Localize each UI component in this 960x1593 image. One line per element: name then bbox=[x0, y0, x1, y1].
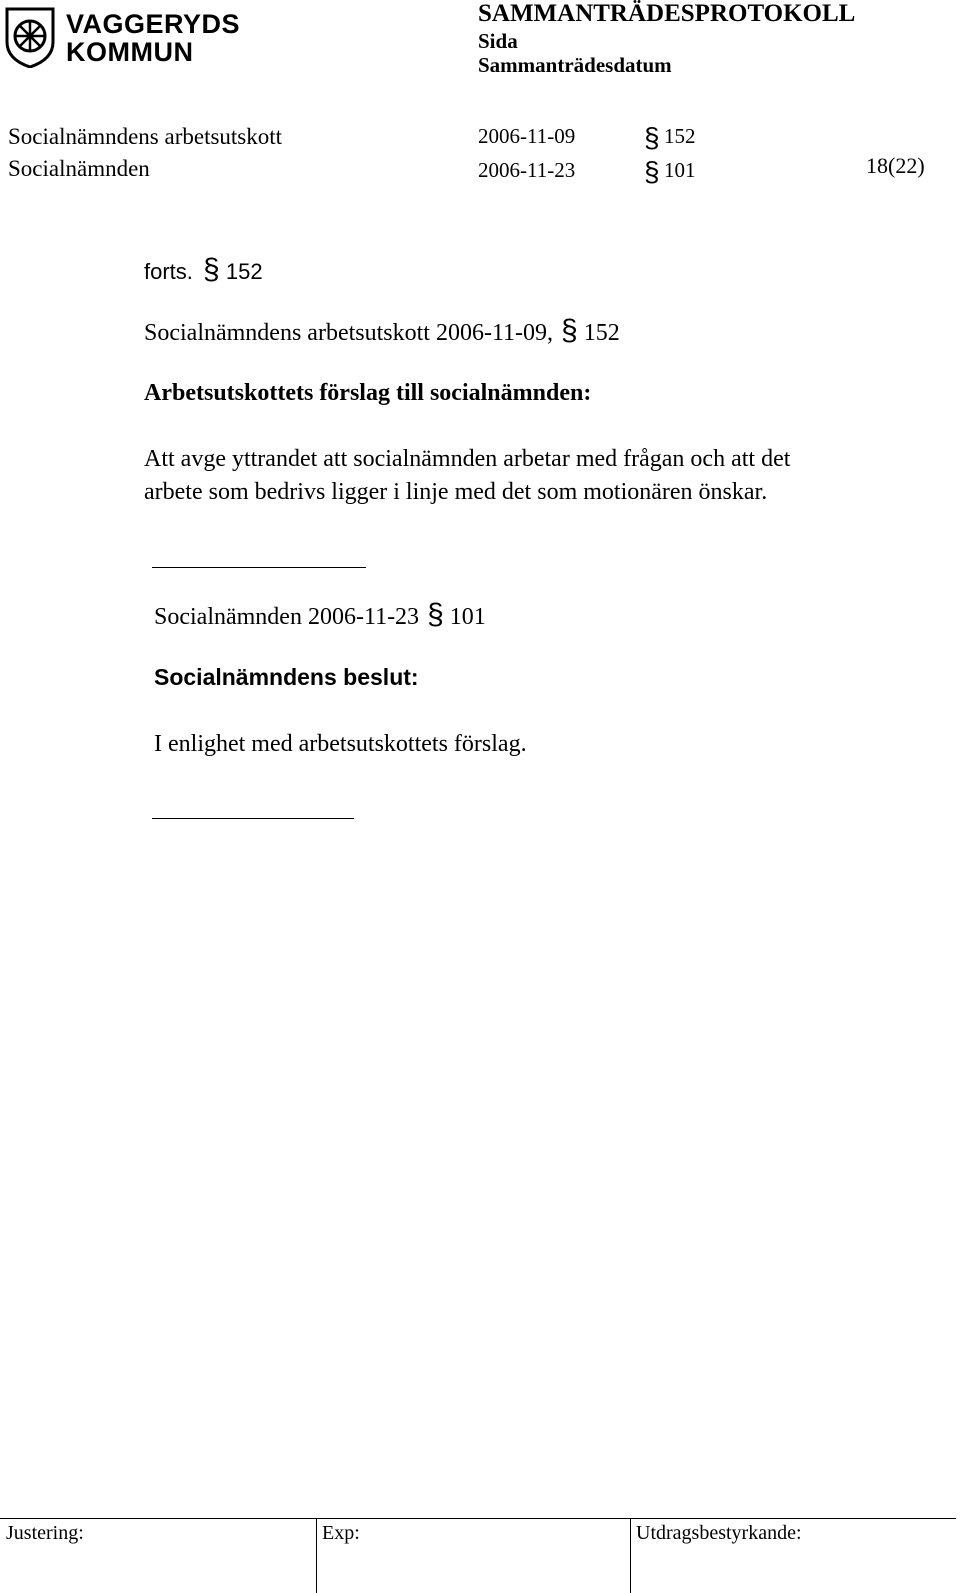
proposal-line: arbete som bedrivs ligger i linje med det som motionären önskar. bbox=[144, 479, 768, 505]
section-sign: § bbox=[203, 253, 220, 286]
section-number: 152 bbox=[225, 259, 263, 284]
exp-label: Exp: bbox=[322, 1522, 360, 1544]
meeting-date-label: Sammanträdesdatum bbox=[478, 53, 672, 77]
section-sign: § bbox=[427, 598, 444, 631]
proposal-line: Att avge yttrandet att socialnämnden arbetar med frågan och att det bbox=[144, 446, 791, 472]
decision-text: I enlighet med arbetsutskottets förslag. bbox=[154, 731, 527, 757]
section-divider bbox=[152, 818, 354, 819]
meeting-date: 2006-11-09 bbox=[478, 124, 576, 148]
section-number: 101 bbox=[664, 158, 696, 182]
au-reference-text: Socialnämndens arbetsutskott 2006-11-09, bbox=[144, 320, 554, 346]
footer-rule bbox=[0, 1518, 956, 1519]
sn-reference-text: Socialnämnden 2006-11-23 bbox=[154, 604, 420, 630]
proposal-heading: Arbetsutskottets förslag till socialnämnden: bbox=[144, 380, 592, 406]
section-sign: § bbox=[561, 314, 578, 347]
municipality-logo bbox=[4, 6, 254, 70]
logo-line-1: VAGGERYDS bbox=[66, 9, 241, 39]
document-type: SAMMANTRÄDESPROTOKOLL bbox=[478, 0, 856, 27]
page-number: 18(22) bbox=[866, 153, 925, 178]
logo-line-2: KOMMUN bbox=[66, 37, 194, 67]
proposal-text bbox=[144, 443, 790, 509]
section-number: 152 bbox=[664, 124, 696, 148]
forts-text: forts. bbox=[144, 259, 193, 284]
section-divider bbox=[152, 567, 366, 568]
justering-label: Justering: bbox=[6, 1522, 84, 1544]
footer-divider bbox=[316, 1518, 317, 1593]
meeting-date: 2006-11-23 bbox=[478, 158, 576, 182]
logo-text bbox=[66, 10, 240, 66]
utdrag-label: Utdragsbestyrkande: bbox=[636, 1522, 802, 1544]
section-sign: § bbox=[644, 156, 660, 187]
body-name: Socialnämndens arbetsutskott bbox=[8, 124, 283, 149]
decision-heading: Socialnämndens beslut: bbox=[154, 664, 419, 690]
section-number: 152 bbox=[583, 320, 620, 346]
section-sign: § bbox=[644, 122, 660, 153]
body-name: Socialnämnden bbox=[8, 156, 150, 181]
au-reference bbox=[144, 314, 620, 350]
section-number: 101 bbox=[449, 604, 486, 630]
page-label: Sida bbox=[478, 29, 518, 53]
footer-divider bbox=[630, 1518, 631, 1593]
coat-of-arms-icon bbox=[4, 6, 56, 68]
continuation-label bbox=[144, 253, 263, 287]
sn-reference bbox=[154, 598, 486, 634]
